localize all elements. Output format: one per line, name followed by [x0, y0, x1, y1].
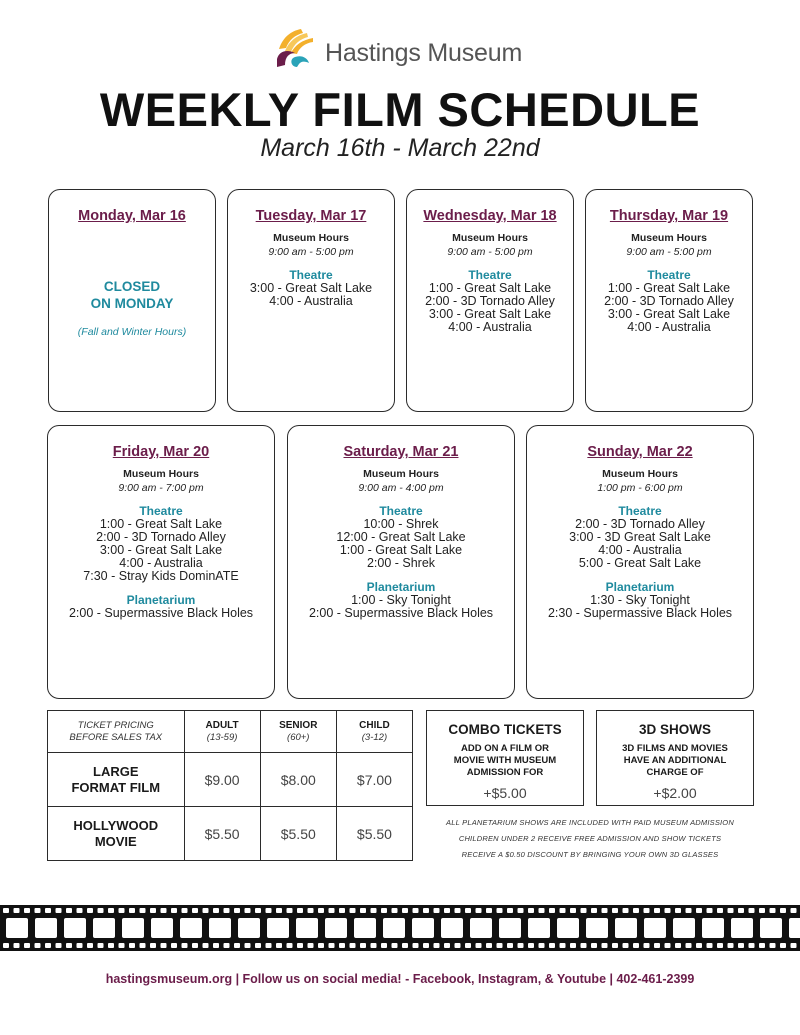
- day-card-wednesday: [406, 189, 574, 412]
- 3d-price: +$2.00: [653, 785, 697, 801]
- showtime: 4:00 - Australia: [448, 320, 532, 334]
- day-heading: Friday, Mar 20: [112, 444, 210, 460]
- showtime: 1:00 - Sky Tonight: [351, 593, 451, 607]
- showtime: 4:00 - Australia: [598, 543, 682, 557]
- table-row: [48, 753, 413, 807]
- showtime: 4:00 - Australia: [269, 294, 353, 308]
- day-card-friday: [47, 425, 275, 699]
- row-label: LARGE FORMAT FILM: [48, 753, 185, 807]
- day-heading: Monday, Mar 16: [78, 208, 186, 224]
- hours-value: 9:00 am - 7:00 pm: [118, 482, 204, 494]
- section-heading: Planetarium: [366, 580, 436, 594]
- price-cell: $5.50: [260, 807, 336, 861]
- note-line: ALL PLANETARIUM SHOWS ARE INCLUDED WITH PAID MUSEUM ADMISSION: [446, 818, 734, 827]
- pricing-label: TICKET PRICING BEFORE SALES TAX: [48, 711, 185, 753]
- price-cell: $8.00: [260, 753, 336, 807]
- pricing-notes: [425, 815, 755, 863]
- 3d-description: 3D FILMS AND MOVIES HAVE AN ADDITIONAL CHARGE OF: [622, 743, 728, 778]
- hours-label: Museum Hours: [123, 468, 199, 480]
- table-row: [48, 807, 413, 861]
- note-line: RECEIVE A $0.50 DISCOUNT BY BRINGING YOUR OWN 3D GLASSES: [461, 850, 719, 859]
- section-heading: Theatre: [289, 268, 333, 282]
- section-heading: Theatre: [618, 504, 662, 518]
- hours-label: Museum Hours: [602, 468, 678, 480]
- column-child: CHILD (3-12): [336, 711, 412, 753]
- day-card-monday: [48, 189, 216, 412]
- 3d-title: 3D SHOWS: [638, 722, 711, 737]
- row-label: HOLLYWOOD MOVIE: [48, 807, 185, 861]
- showtime: 3:00 - Great Salt Lake: [428, 307, 552, 321]
- combo-tickets-box: [426, 710, 584, 806]
- showtime: 2:00 - 3D Tornado Alley: [425, 294, 555, 308]
- showtime: 1:00 - Great Salt Lake: [607, 281, 731, 295]
- hours-label: Museum Hours: [631, 232, 707, 244]
- day-heading: Saturday, Mar 21: [343, 444, 459, 460]
- combo-title: COMBO TICKETS: [448, 722, 562, 737]
- hours-value: 9:00 am - 4:00 pm: [358, 482, 444, 494]
- section-heading: Theatre: [647, 268, 691, 282]
- day-heading: Thursday, Mar 19: [609, 208, 729, 224]
- showtime: 1:00 - Great Salt Lake: [339, 543, 463, 557]
- section-heading: Planetarium: [126, 593, 196, 607]
- showtime: 7:30 - Stray Kids DominATE: [83, 569, 239, 583]
- day-card-sunday: [526, 425, 754, 699]
- note-line: CHILDREN UNDER 2 RECEIVE FREE ADMISSION AND SHOW TICKETS: [458, 834, 722, 843]
- showtime: 5:00 - Great Salt Lake: [578, 556, 702, 570]
- museum-logo: [275, 27, 535, 75]
- showtime: 2:00 - 3D Tornado Alley: [604, 294, 734, 308]
- section-heading: Planetarium: [605, 580, 675, 594]
- showtime: 4:00 - Australia: [627, 320, 711, 334]
- logo-text: Hastings Museum: [325, 39, 523, 67]
- hours-label: Museum Hours: [363, 468, 439, 480]
- hours-value: 9:00 am - 5:00 pm: [268, 246, 354, 258]
- hours-label: Museum Hours: [452, 232, 528, 244]
- ticket-pricing-table: [47, 710, 413, 861]
- day-heading: Tuesday, Mar 17: [255, 208, 367, 224]
- combo-price: +$5.00: [483, 785, 527, 801]
- date-range: March 16th - March 22nd: [260, 134, 540, 162]
- hours-value: 9:00 am - 5:00 pm: [447, 246, 533, 258]
- film-strip-graphic: [0, 905, 800, 951]
- showtime: 2:00 - 3D Tornado Alley: [575, 517, 705, 531]
- showtime: 2:30 - Supermassive Black Holes: [547, 606, 733, 620]
- footer-contact: hastingsmuseum.org | Follow us on social media! - Facebook, Instagram, & Youtube | 402-461-2399: [105, 972, 695, 986]
- day-card-tuesday: [227, 189, 395, 412]
- showtime: 1:30 - Sky Tonight: [590, 593, 690, 607]
- column-adult: ADULT (13-59): [184, 711, 260, 753]
- hours-label: Museum Hours: [273, 232, 349, 244]
- section-heading: Theatre: [379, 504, 423, 518]
- price-cell: $5.50: [336, 807, 412, 861]
- section-heading: Theatre: [468, 268, 512, 282]
- showtime: 2:00 - Shrek: [366, 556, 436, 570]
- closed-note: (Fall and Winter Hours): [77, 326, 187, 338]
- showtime: 2:00 - 3D Tornado Alley: [96, 530, 226, 544]
- 3d-shows-box: [596, 710, 754, 806]
- price-cell: $9.00: [184, 753, 260, 807]
- showtime: 1:00 - Great Salt Lake: [428, 281, 552, 295]
- price-cell: $7.00: [336, 753, 412, 807]
- showtime: 3:00 - Great Salt Lake: [249, 281, 373, 295]
- showtime: 2:00 - Supermassive Black Holes: [68, 606, 254, 620]
- column-senior: SENIOR (60+): [260, 711, 336, 753]
- hand-logo-icon: [275, 27, 321, 75]
- film-strip-icon: [0, 905, 800, 951]
- showtime: 3:00 - Great Salt Lake: [607, 307, 731, 321]
- combo-description: ADD ON A FILM OR MOVIE WITH MUSEUM ADMISSION FOR: [453, 743, 557, 778]
- day-heading: Wednesday, Mar 18: [423, 208, 557, 224]
- showtime: 3:00 - Great Salt Lake: [99, 543, 223, 557]
- hours-value: 1:00 pm - 6:00 pm: [597, 482, 683, 494]
- showtime: 12:00 - Great Salt Lake: [336, 530, 466, 544]
- showtime: 10:00 - Shrek: [363, 517, 439, 531]
- day-heading: Sunday, Mar 22: [587, 444, 693, 460]
- showtime: 3:00 - 3D Great Salt Lake: [569, 530, 711, 544]
- day-card-thursday: [585, 189, 753, 412]
- pricing-header-row: [48, 711, 413, 753]
- day-card-saturday: [287, 425, 515, 699]
- showtime: 2:00 - Supermassive Black Holes: [308, 606, 494, 620]
- closed-notice: CLOSED ON MONDAY: [90, 279, 174, 311]
- price-cell: $5.50: [184, 807, 260, 861]
- section-heading: Theatre: [139, 504, 183, 518]
- hours-value: 9:00 am - 5:00 pm: [626, 246, 712, 258]
- page-title: WEEKLY FILM SCHEDULE: [99, 83, 701, 136]
- showtime: 1:00 - Great Salt Lake: [99, 517, 223, 531]
- showtime: 4:00 - Australia: [119, 556, 203, 570]
